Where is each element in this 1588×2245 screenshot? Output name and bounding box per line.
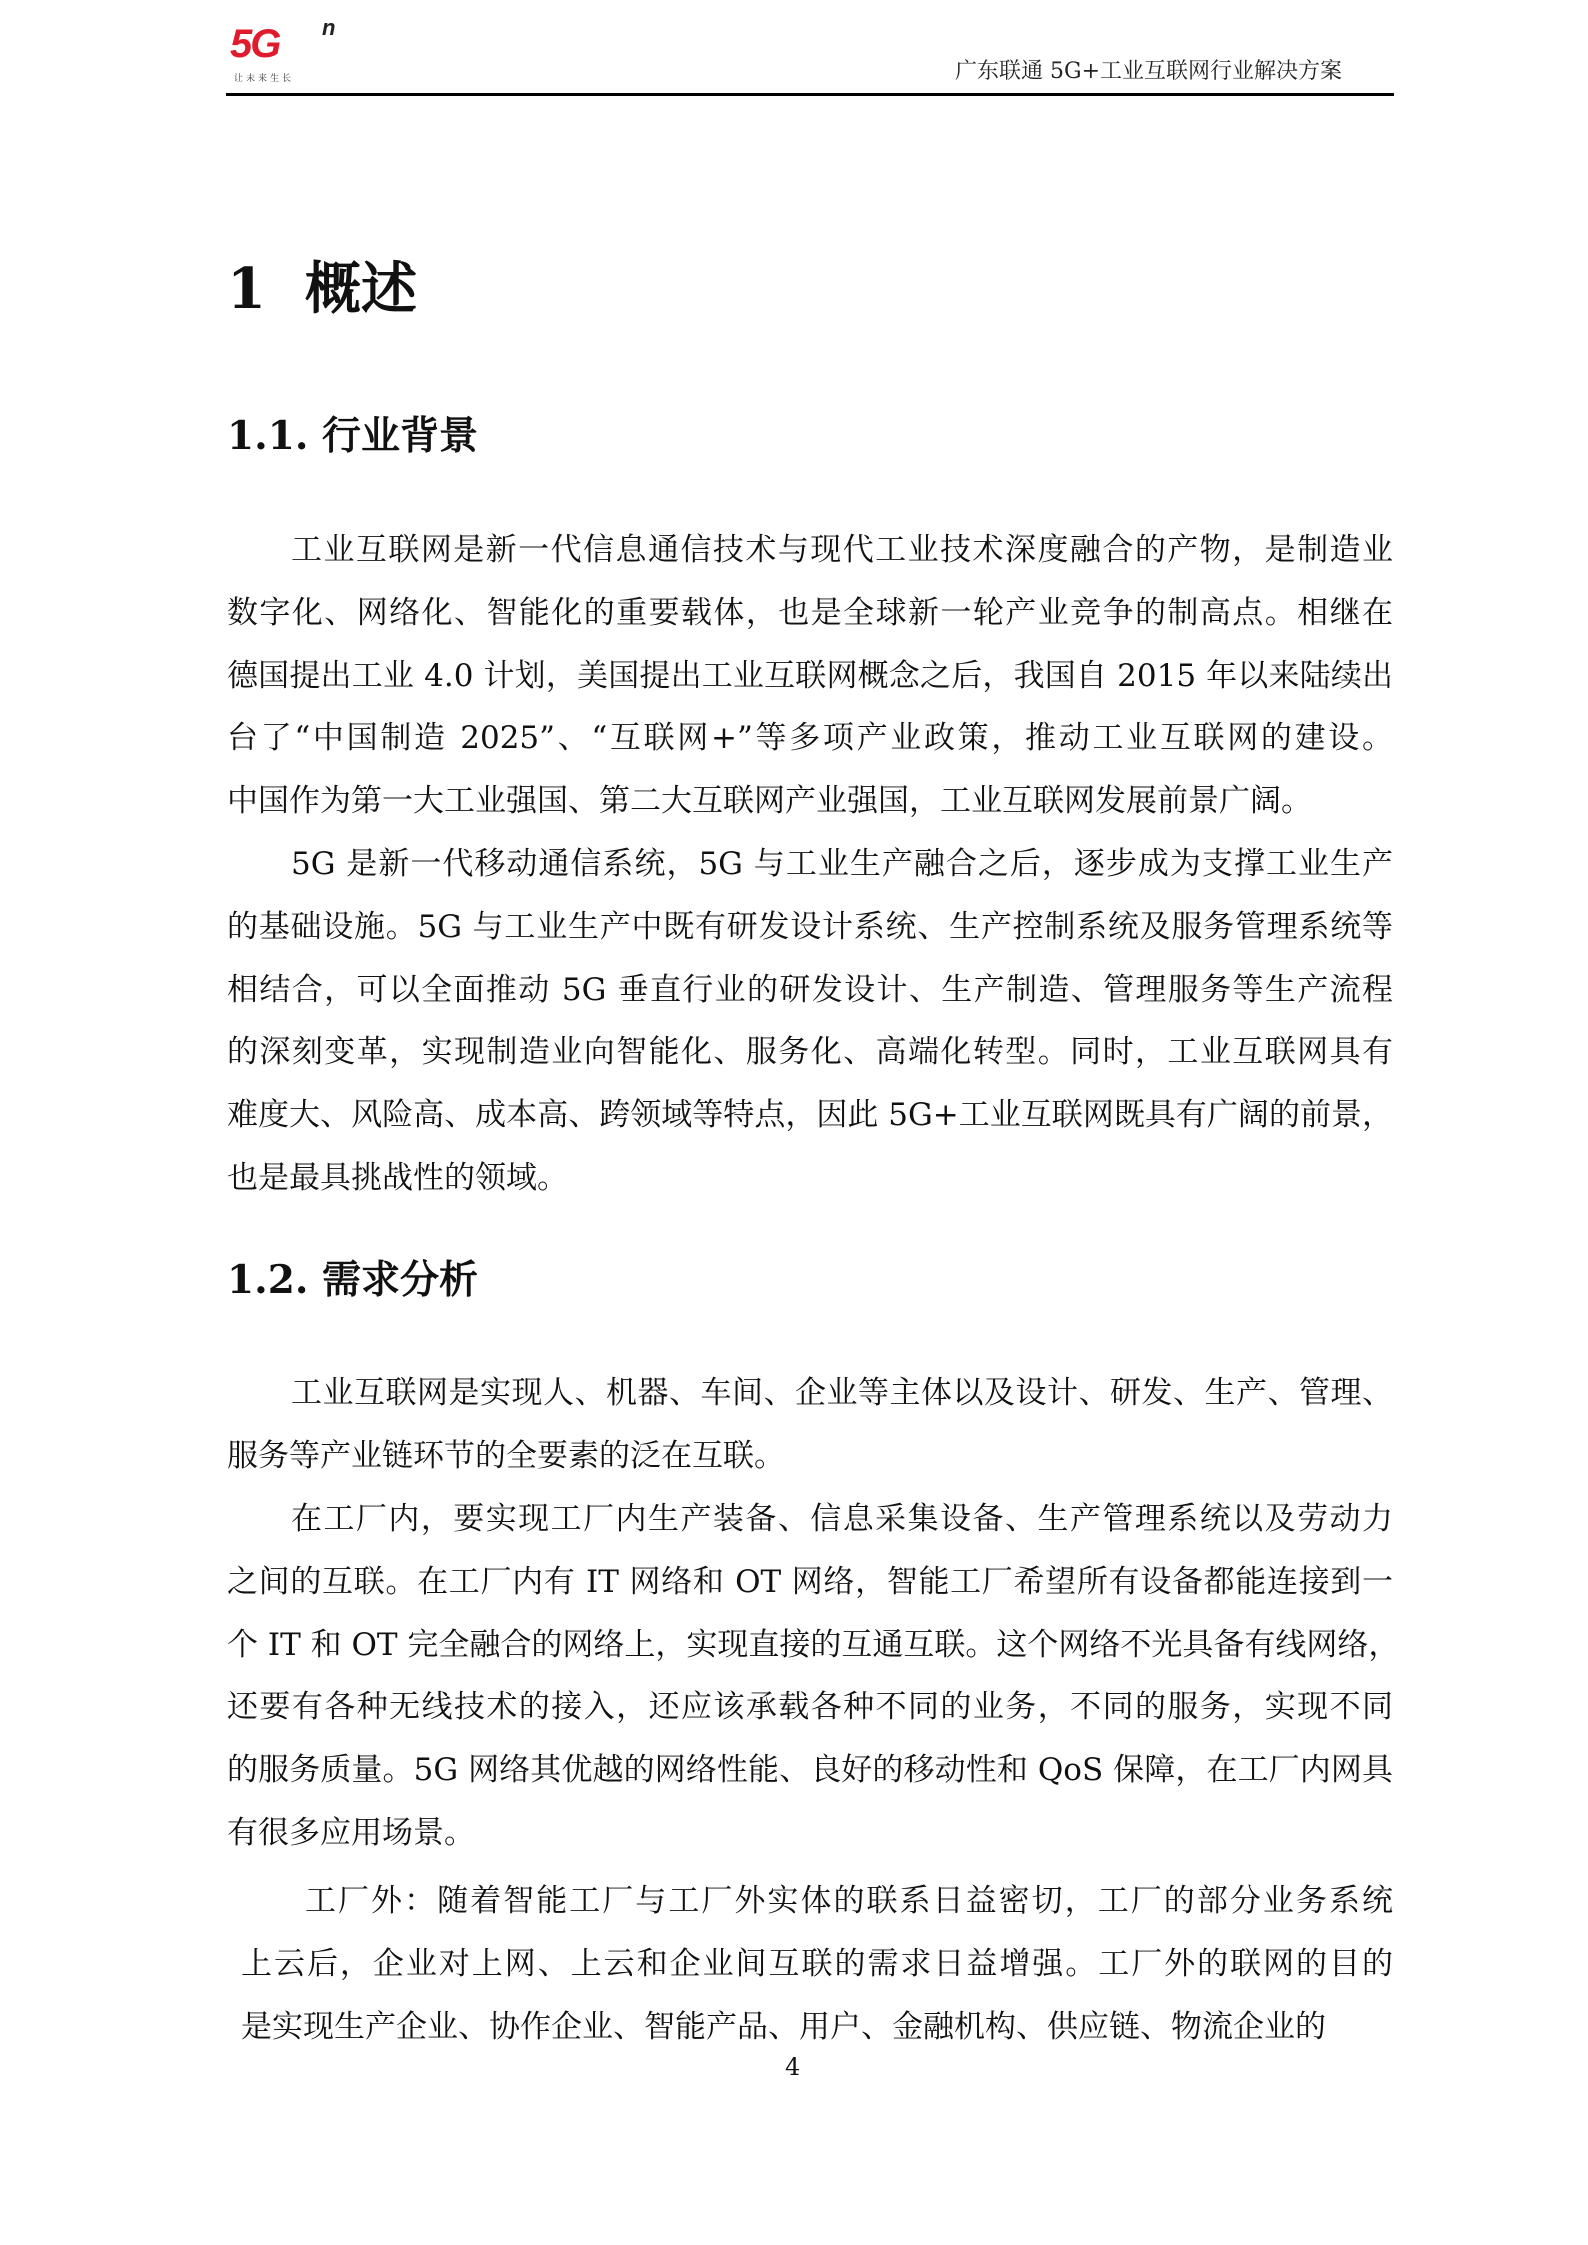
text-line: 上云后，企业对上网、上云和企业间互联的需求日益增强。工厂外的联网的目的 (241, 1945, 1393, 1982)
text-line: 数字化、网络化、智能化的重要载体，也是全球新一轮产业竞争的制高点。相继在 (227, 594, 1393, 631)
text-line: 工业互联网是新一代信息通信技术与现代工业技术深度融合的产物，是制造业 (291, 532, 1393, 568)
header-divider (226, 93, 1394, 96)
paragraph (227, 1362, 1393, 1488)
text-line: 工厂外：随着智能工厂与工厂外实体的联系日益密切，工厂的部分业务系统 (305, 1883, 1393, 1919)
running-header-title: 广东联通 5G+工业互联网行业解决方案 (955, 59, 1342, 84)
paragraph (241, 1870, 1393, 2058)
logo-slogan: 让未来生长 (234, 74, 295, 84)
text-line: 的基础设施。5G 与工业生产中既有研发设计系统、生产控制系统及服务管理系统等 (227, 908, 1393, 945)
text-line: 有很多应用场景。 (227, 1814, 475, 1851)
text-line: 的深刻变革，实现制造业向智能化、服务化、高端化转型。同时，工业互联网具有 (227, 1034, 1393, 1071)
text-line: 的服务质量。5G 网络其优越的网络性能、良好的移动性和 QoS 保障，在工厂内网具 (227, 1752, 1393, 1789)
text-line: 中国作为第一大工业强国、第二大互联网产业强国，工业互联网发展前景广阔。 (227, 783, 1312, 820)
logo-text: 5G (230, 22, 280, 66)
text-line: 难度大、风险高、成本高、跨领域等特点，因此 5G+工业互联网既具有广阔的前景， (227, 1097, 1393, 1134)
text-line: 5G 是新一代移动通信系统，5G 与工业生产融合之后，逐步成为支撑工业生产 (291, 846, 1393, 882)
text-line: 之间的互联。在工厂内有 IT 网络和 OT 网络，智能工厂希望所有设备都能连接到一 (227, 1563, 1393, 1600)
text-line: 德国提出工业 4.0 计划，美国提出工业互联网概念之后，我国自 2015 年以来陆续出 (227, 657, 1393, 694)
text-line: 服务等产业链环节的全要素的泛在互联。 (227, 1437, 785, 1474)
paragraph (227, 833, 1393, 1210)
text-line: 在工厂内，要实现工厂内生产装备、信息采集设备、生产管理系统以及劳动力 (291, 1501, 1393, 1537)
text-line: 也是最具挑战性的领域。 (227, 1159, 568, 1196)
section-title-1-2: 1.2. 需求分析 (227, 1257, 479, 1303)
logo-5g (230, 15, 360, 90)
section-title-1-1: 1.1. 行业背景 (227, 413, 479, 459)
text-line: 是实现生产企业、协作企业、智能产品、用户、金融机构、供应链、物流企业的 (241, 2008, 1326, 2045)
chapter-title: 1 概述 (227, 256, 417, 322)
paragraph (227, 1488, 1400, 1865)
text-line: 还要有各种无线技术的接入，还应该承载各种不同的业务，不同的服务，实现不同 (227, 1689, 1393, 1726)
text-line: 工业互联网是实现人、机器、车间、企业等主体以及设计、研发、生产、管理、 (291, 1375, 1393, 1411)
text-line: 个 IT 和 OT 完全融合的网络上，实现直接的互通互联。这个网络不光具备有线网络， (227, 1626, 1400, 1663)
paragraph (227, 519, 1393, 833)
page-number: 4 (785, 2053, 801, 2081)
logo-superscript: n (322, 15, 336, 40)
text-line: 相结合，可以全面推动 5G 垂直行业的研发设计、生产制造、管理服务等生产流程 (227, 971, 1393, 1008)
text-line: 台了“中国制造 2025”、“互联网+”等多项产业政策，推动工业互联网的建设。 (227, 720, 1393, 757)
